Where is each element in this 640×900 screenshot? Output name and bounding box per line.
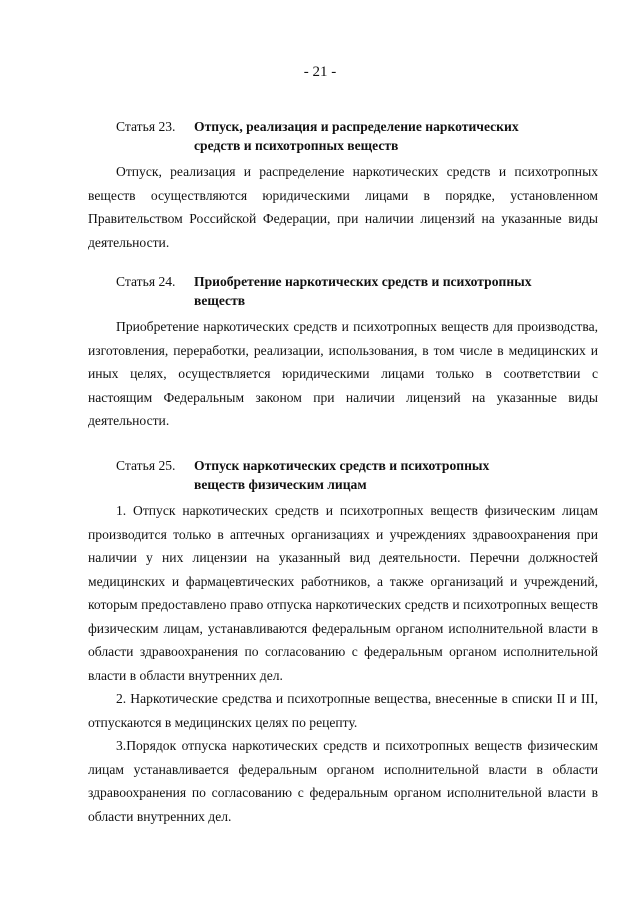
article-title: Отпуск, реализация и распределение наркотических средств и психотропных веществ <box>194 119 519 153</box>
article-paragraph: Приобретение наркотических средств и психотропных веществ для производства, изготовления, переработки, реализации, использования, в том числе в медицинских и иных целях, осуществляется юридическими лицами только в соответствии с настоящим Федеральным законом при наличии лицензий на указанные виды деятельности. <box>88 319 598 428</box>
article-paragraph: 3.Порядок отпуска наркотических средств и психотропных веществ физическим лицам устанавливается федеральным органом исполнительной власти в области здравоохранения по согласованию с федеральным органом исполнительной власти в области внутренних дел. <box>88 738 598 824</box>
article-label: Статья 23. <box>116 119 176 134</box>
article-heading <box>88 272 598 310</box>
article-title: Приобретение наркотических средств и психотропных веществ <box>194 274 532 308</box>
article-paragraph: 1. Отпуск наркотических средств и психотропных веществ физическим лицам производится только в аптечных организациях и учреждениях здравоохранения при наличии у них лицензии на указанный вид деятельности. Перечни должностей медицинских и фармацевтических работников, а также организаций и учреждений, которым предоставлено право отпуска наркотических средств и психотропных веществ физическим лицам, устанавливаются федеральным органом исполнительной власти в области здравоохранения по согласованию с федеральным органом исполнительной власти в области внутренних дел. <box>88 503 598 683</box>
article-paragraph: 2. Наркотические средства и психотропные вещества, внесенные в списки II и III, отпускаются в медицинских целях по рецепту. <box>88 691 598 730</box>
article-23 <box>88 117 598 254</box>
article-title: Отпуск наркотических средств и психотропных веществ физическим лицам <box>194 458 490 492</box>
article-paragraph: Отпуск, реализация и распределение наркотических средств и психотропных веществ осуществляются юридическими лицами в порядке, установленном Правительством Российской Федерации, при наличии лицензий на указанные виды деятельности. <box>88 164 598 250</box>
article-heading <box>88 117 598 155</box>
article-24 <box>88 272 598 433</box>
article-label: Статья 25. <box>116 458 176 473</box>
page-number: - 21 - <box>303 64 337 80</box>
article-label: Статья 24. <box>116 274 176 289</box>
article-heading <box>88 456 598 494</box>
article-25 <box>88 456 598 828</box>
